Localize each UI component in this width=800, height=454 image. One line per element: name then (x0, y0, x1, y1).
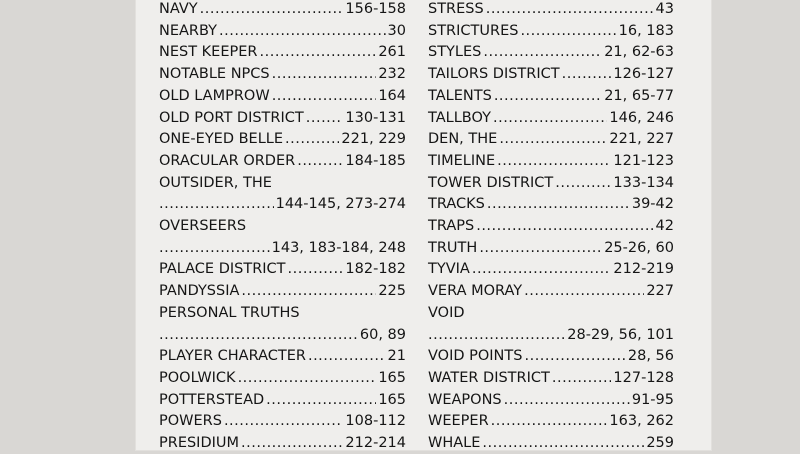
dot-leader (224, 411, 343, 432)
index-entry (428, 303, 674, 324)
dot-leader (479, 238, 602, 259)
index-pages: 164 (378, 87, 406, 104)
index-term: OVERSEERS (159, 218, 247, 234)
index-row (428, 21, 674, 42)
index-row (159, 259, 406, 280)
index-entry (159, 21, 406, 42)
index-pages: 221, 227 (609, 131, 674, 148)
dot-leader (219, 21, 386, 42)
index-entry (428, 433, 674, 454)
index-entry (159, 303, 406, 324)
index-term: ORACULAR ORDER (159, 152, 296, 169)
index-row (159, 325, 406, 346)
index-pages: 165 (378, 391, 406, 408)
index-pages: 42 (655, 218, 674, 234)
dot-leader (428, 325, 565, 346)
dot-leader (260, 42, 377, 63)
index-entry (428, 0, 674, 20)
index-term: PANDYSSIA (159, 283, 240, 300)
index-row (428, 390, 674, 411)
dot-leader (487, 194, 630, 215)
index-entry (428, 108, 674, 129)
dot-leader (482, 433, 644, 454)
index-term: PERSONAL TRUTHS (159, 304, 300, 321)
dot-leader (266, 390, 376, 411)
index-row (159, 346, 406, 367)
index-row (159, 368, 406, 389)
dot-leader (486, 0, 654, 20)
index-entry (428, 216, 674, 237)
dot-leader (238, 368, 377, 389)
dot-leader (200, 0, 344, 20)
index-term: NEARBY (159, 22, 218, 39)
index-pages: 184-185 (345, 152, 406, 169)
index-row (159, 238, 406, 259)
index-row (428, 108, 674, 129)
index-row (428, 42, 674, 63)
index-row (428, 238, 674, 259)
index-row (159, 108, 406, 129)
dot-leader (494, 86, 602, 107)
index-pages: 232 (378, 66, 406, 83)
index-pages: 21, 65-77 (604, 87, 674, 104)
index-entry (159, 108, 406, 129)
index-row (159, 216, 406, 237)
index-entry (428, 368, 674, 389)
index-entry (159, 194, 406, 215)
index-row (159, 433, 406, 454)
dot-leader (159, 325, 358, 346)
dot-leader (555, 173, 611, 194)
index-term: TRACKS (428, 196, 485, 213)
index-term: VERA MORAY (428, 283, 523, 300)
dot-leader (524, 346, 625, 367)
index-pages: 146, 246 (609, 109, 674, 126)
index-entry (428, 173, 674, 194)
index-entry (428, 259, 674, 280)
index-term: TALENTS (428, 87, 492, 104)
index-entry (428, 86, 674, 107)
dot-leader (241, 281, 376, 302)
index-entry (428, 325, 674, 346)
index-row (159, 303, 406, 324)
index-pages: 182-182 (345, 261, 406, 278)
index-entry (159, 173, 406, 194)
index-pages: 130-131 (345, 109, 406, 126)
dot-leader (491, 411, 608, 432)
index-row (428, 0, 674, 20)
index-entry (428, 194, 674, 215)
index-term: PLAYER CHARACTER (159, 348, 306, 365)
dot-leader (524, 281, 644, 302)
index-pages: 143, 183-184, 248 (271, 239, 406, 256)
index-row (428, 325, 674, 346)
dot-leader (288, 259, 344, 280)
index-pages: 127-128 (613, 369, 674, 386)
index-entry (159, 390, 406, 411)
index-entry (159, 86, 406, 107)
index-pages: 212-214 (345, 435, 406, 451)
index-entry (428, 411, 674, 432)
index-row (159, 129, 406, 150)
index-entry (159, 346, 406, 367)
dot-leader (504, 390, 630, 411)
index-entry (428, 281, 674, 302)
index-entry (428, 238, 674, 259)
index-entry (428, 390, 674, 411)
index-row (159, 281, 406, 302)
index-pages: 43 (655, 1, 674, 17)
dot-leader (159, 194, 274, 215)
index-row (428, 64, 674, 85)
index-row (159, 42, 406, 63)
index-term: NOTABLE NPCS (159, 66, 270, 83)
index-pages: 16, 183 (618, 22, 674, 39)
index-term: PRESIDIUM (159, 435, 240, 451)
index-entry (159, 325, 406, 346)
index-term: TYVIA (428, 261, 470, 278)
dot-leader (493, 108, 607, 129)
dot-leader (476, 216, 653, 237)
index-row (428, 173, 674, 194)
index-pages: 221, 229 (341, 131, 406, 148)
index-term: VOID POINTS (428, 348, 523, 365)
index-entry (159, 259, 406, 280)
index-entry (159, 0, 406, 20)
index-pages: 25-26, 60 (604, 239, 674, 256)
index-pages: 28, 56 (627, 348, 674, 365)
index-term: POTTERSTEAD (159, 391, 265, 408)
index-term: PALACE DISTRICT (159, 261, 286, 278)
index-row (428, 259, 674, 280)
index-term: VOID (428, 304, 465, 321)
index-row (159, 390, 406, 411)
dot-leader (472, 259, 612, 280)
index-pages: 21 (387, 348, 406, 365)
index-entry (159, 281, 406, 302)
index-term: POOLWICK (159, 369, 236, 386)
index-row (428, 281, 674, 302)
dot-leader (499, 129, 607, 150)
index-row (428, 433, 674, 454)
index-entry (428, 64, 674, 85)
index-term: DEN, THE (428, 131, 498, 148)
index-term: POWERS (159, 413, 222, 430)
index-pages: 144-145, 273-274 (275, 196, 406, 213)
index-pages: 212-219 (613, 261, 674, 278)
index-entry (159, 433, 406, 454)
index-pages: 126-127 (613, 66, 674, 83)
index-entry (428, 129, 674, 150)
index-row (159, 411, 406, 432)
index-row (428, 368, 674, 389)
index-row (428, 86, 674, 107)
index-term: WHALE (428, 435, 481, 451)
dot-leader (306, 108, 344, 129)
index-term: STYLES (428, 44, 482, 61)
index-row (159, 86, 406, 107)
index-entry (159, 368, 406, 389)
index-entry (159, 64, 406, 85)
index-row (428, 216, 674, 237)
index-pages: 261 (378, 44, 406, 61)
index-row (428, 346, 674, 367)
index-entry (428, 42, 674, 63)
index-entry (159, 42, 406, 63)
index-pages: 60, 89 (359, 326, 406, 343)
index-row (159, 64, 406, 85)
index-row (428, 303, 674, 324)
index-pages: 163, 262 (609, 413, 674, 430)
dot-leader (308, 346, 386, 367)
dot-leader (497, 151, 611, 172)
index-row (159, 194, 406, 215)
dot-leader (241, 433, 343, 454)
dot-leader (272, 64, 377, 85)
index-pages: 259 (646, 435, 674, 451)
index-pages: 225 (378, 283, 406, 300)
index-pages: 91-95 (631, 391, 674, 408)
index-term: TALLBOY (428, 109, 491, 126)
index-entry (428, 346, 674, 367)
dot-leader (159, 238, 270, 259)
dot-leader (272, 86, 377, 107)
index-entry (159, 411, 406, 432)
index-pages: 121-123 (613, 152, 674, 169)
dot-leader (297, 151, 343, 172)
index-pages: 21, 62-63 (604, 44, 674, 61)
index-term: ONE-EYED BELLE (159, 131, 284, 148)
index-term: TRUTH (428, 239, 478, 256)
index-entry (428, 21, 674, 42)
index-pages: 30 (387, 22, 406, 39)
index-term: TRAPS (428, 218, 475, 234)
index-pages: 133-134 (613, 174, 674, 191)
index-row (428, 411, 674, 432)
index-pages: 156-158 (345, 1, 406, 17)
index-entry (159, 129, 406, 150)
index-term: WATER DISTRICT (428, 369, 550, 386)
index-entry (159, 238, 406, 259)
index-row (159, 151, 406, 172)
index-term: NAVY (159, 1, 198, 17)
dot-leader (562, 64, 612, 85)
index-term: TIMELINE (428, 152, 496, 169)
dot-leader (483, 42, 602, 63)
dot-leader (552, 368, 612, 389)
index-term: WEEPER (428, 413, 489, 430)
index-pages: 39-42 (631, 196, 674, 213)
index-term: NEST KEEPER (159, 44, 258, 61)
index-pages: 28-29, 56, 101 (567, 326, 674, 343)
index-term: TAILORS DISTRICT (428, 66, 560, 83)
index-term: STRICTURES (428, 22, 519, 39)
index-term: OLD PORT DISTRICT (159, 109, 304, 126)
index-entry (159, 151, 406, 172)
dot-leader (520, 21, 616, 42)
index-pages: 227 (646, 283, 674, 300)
index-term: WEAPONS (428, 391, 502, 408)
index-row (159, 173, 406, 194)
index-entry (159, 216, 406, 237)
index-pages: 108-112 (345, 413, 406, 430)
index-term: OLD LAMPROW (159, 87, 270, 104)
index-row (159, 21, 406, 42)
index-row (159, 0, 406, 20)
dot-leader (285, 129, 339, 150)
index-term: OUTSIDER, THE (159, 174, 272, 191)
index-row (428, 194, 674, 215)
index-row (428, 151, 674, 172)
index-entry (428, 151, 674, 172)
index-pages: 165 (378, 369, 406, 386)
index-term: TOWER DISTRICT (428, 174, 554, 191)
index-term: STRESS (428, 1, 484, 17)
index-row (428, 129, 674, 150)
